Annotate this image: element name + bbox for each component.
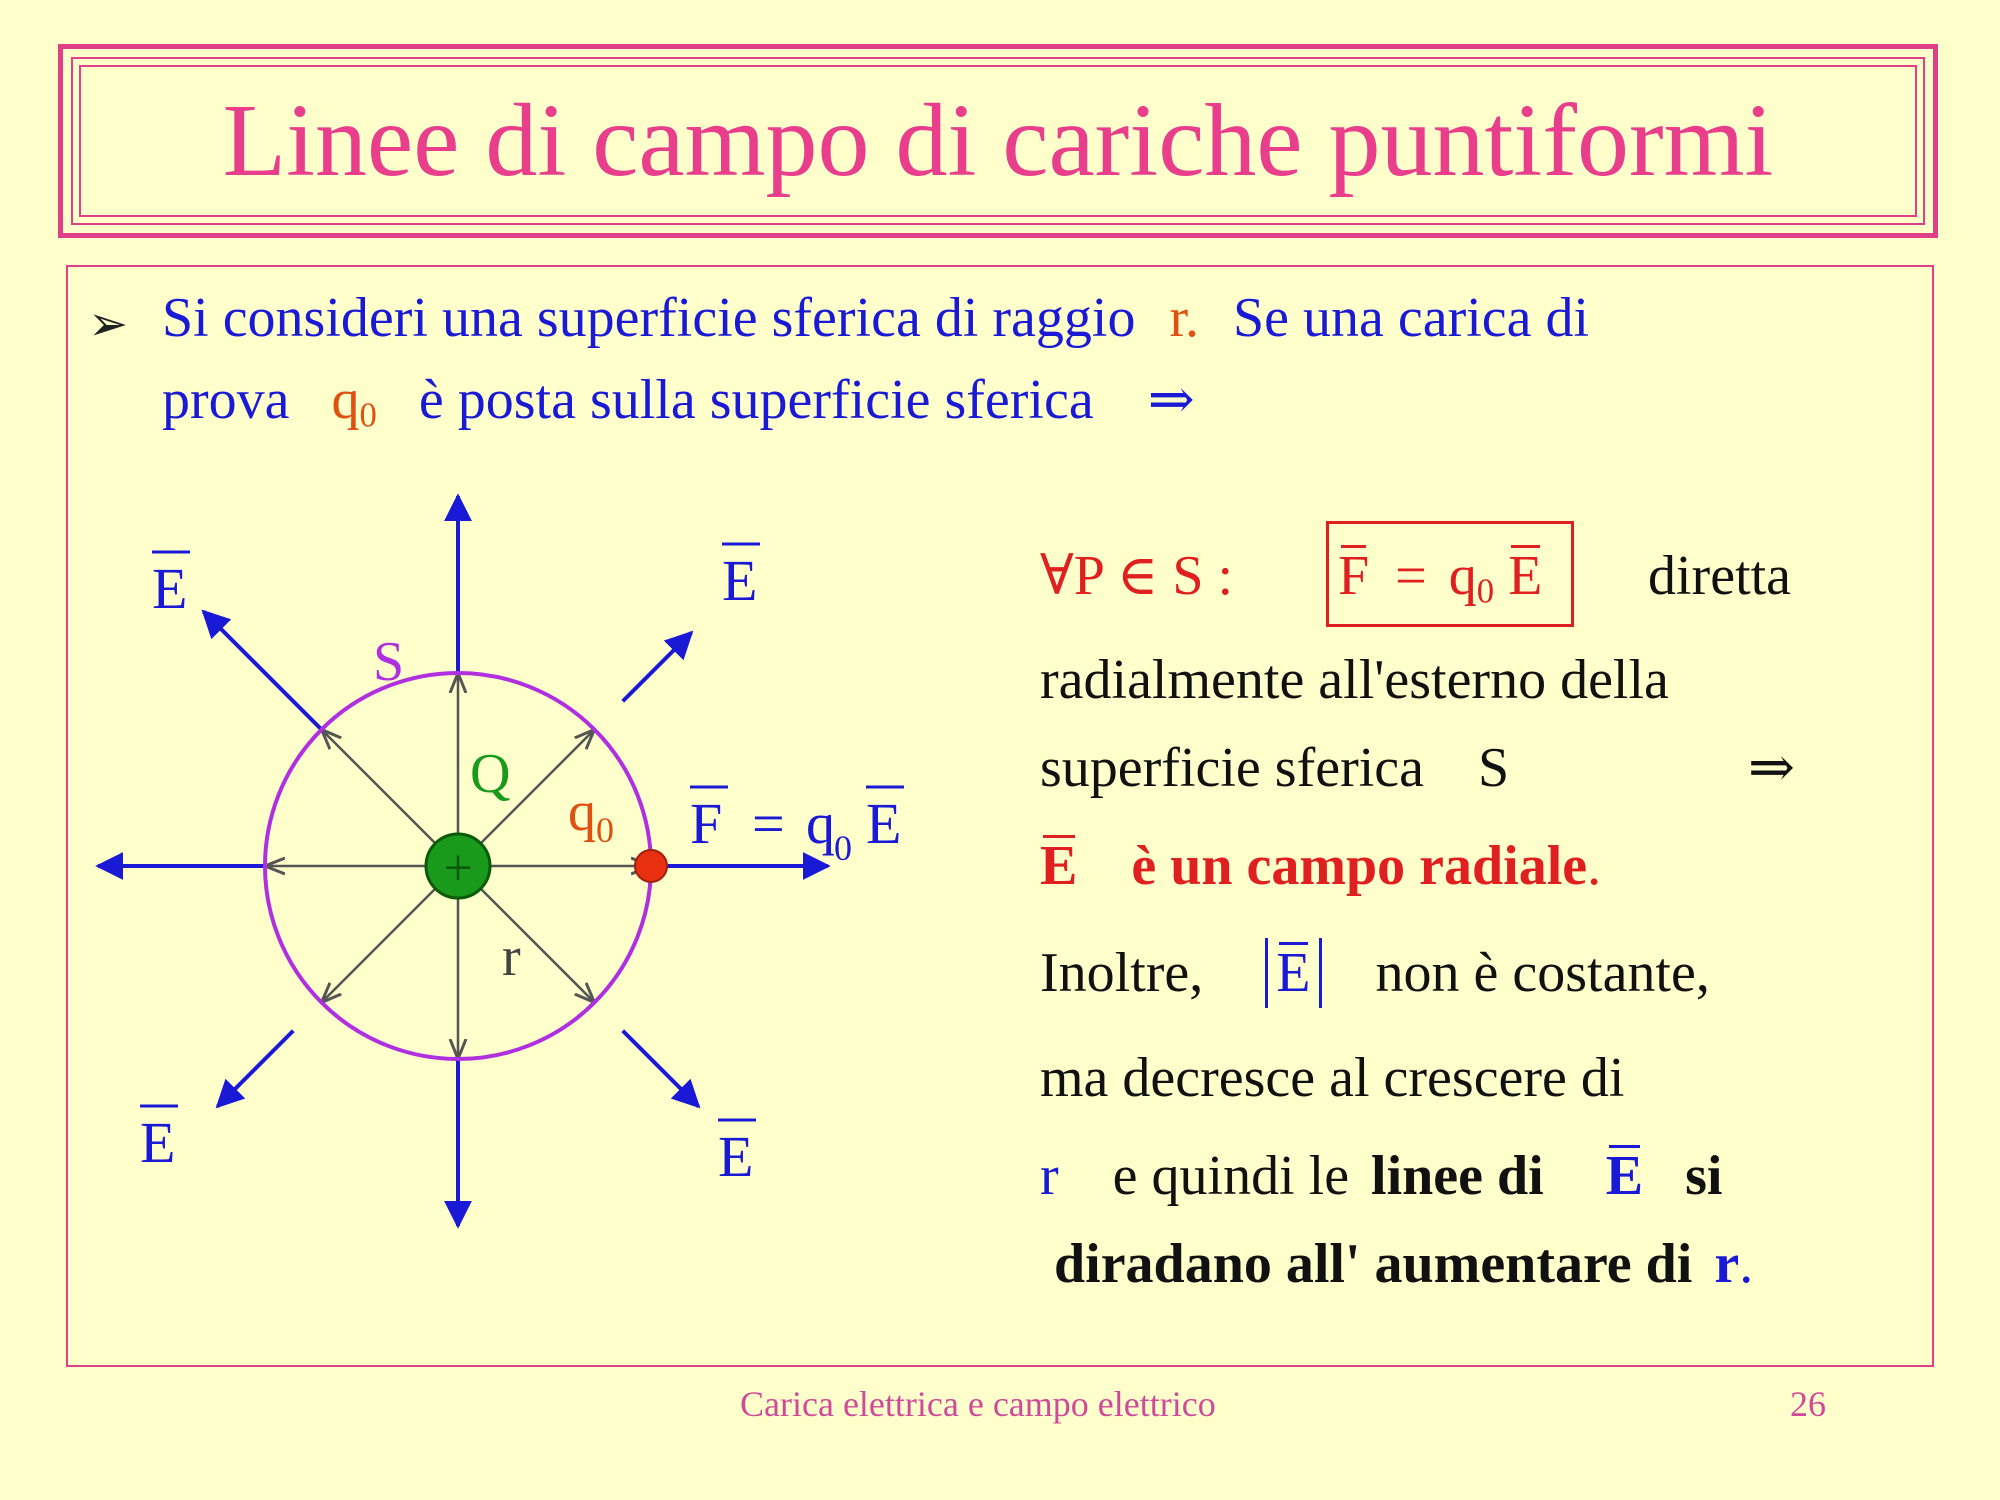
- text-line-3: superficie sferica S: [1040, 737, 1510, 799]
- sphere-label: S: [373, 631, 405, 693]
- slide-title: Linee di campo di cariche puntiformi: [222, 83, 1774, 198]
- bullet-radius-symbol: r.: [1169, 287, 1199, 349]
- bullet-arrow-icon: ➢: [88, 298, 129, 351]
- page-number: 26: [1790, 1384, 1826, 1424]
- svg-text:E: E: [866, 791, 902, 856]
- inner-arrow-upper-left: [323, 731, 435, 843]
- forall-statement: ∀P ∈ S :: [1040, 545, 1234, 607]
- text-line-5: Inoltre, E non è costante,: [1040, 945, 1710, 1001]
- radius-label: r: [502, 926, 521, 988]
- bullet-text-2a: prova: [162, 369, 290, 431]
- radial-field-statement: E è un campo radiale.: [1040, 835, 1602, 897]
- text-line-7: r e quindi le linee di E si: [1040, 1145, 1723, 1207]
- svg-text:0: 0: [834, 828, 852, 868]
- text-diretta: diretta: [1648, 545, 1792, 607]
- footer-title: Carica elettrica e campo elettrico: [740, 1384, 1216, 1424]
- field-line-lower-right: [623, 1031, 699, 1107]
- implies-symbol: ⇒: [1147, 369, 1195, 431]
- text-line-2: radialmente all'esterno della: [1040, 649, 1669, 711]
- test-charge-label: $q_0$: [568, 781, 614, 850]
- bullet-test-charge: $q_0$: [331, 369, 377, 435]
- field-line-upper-right: [623, 633, 692, 702]
- field-line-upper-left: [203, 611, 321, 729]
- field-label-upper-right: E: [722, 548, 758, 613]
- svg-text:F: F: [690, 791, 723, 856]
- field-line-lower-left: [218, 1031, 294, 1107]
- field-magnitude: E: [1265, 938, 1321, 1008]
- svg-text:=: =: [752, 791, 785, 856]
- force-formula: $F = q_0$ E: [1338, 545, 1543, 611]
- text-line-6: ma decresce al crescere di: [1040, 1047, 1625, 1109]
- bullet-text-2b: è posta sulla superficie sferica: [418, 369, 1094, 431]
- charge-sign: +: [443, 840, 473, 897]
- bullet-text-1b: Se una carica di: [1233, 287, 1590, 349]
- field-label-lower-right: E: [718, 1124, 754, 1189]
- charge-label: Q: [470, 743, 511, 805]
- inner-arrow-lower-left: [323, 889, 435, 1001]
- force-label: [690, 787, 904, 868]
- inner-arrow-lower-right: [481, 889, 593, 1001]
- field-label-upper-left: E: [152, 556, 188, 621]
- svg-text:q: q: [806, 791, 835, 856]
- bullet-text-1a: Si consideri una superficie sferica di raggio: [162, 287, 1136, 349]
- test-charge: [635, 850, 667, 882]
- implies-symbol-2: ⇒: [1748, 737, 1795, 799]
- text-line-8: diradano all' aumentare di r.: [1054, 1233, 1754, 1295]
- field-label-lower-left: E: [140, 1110, 176, 1175]
